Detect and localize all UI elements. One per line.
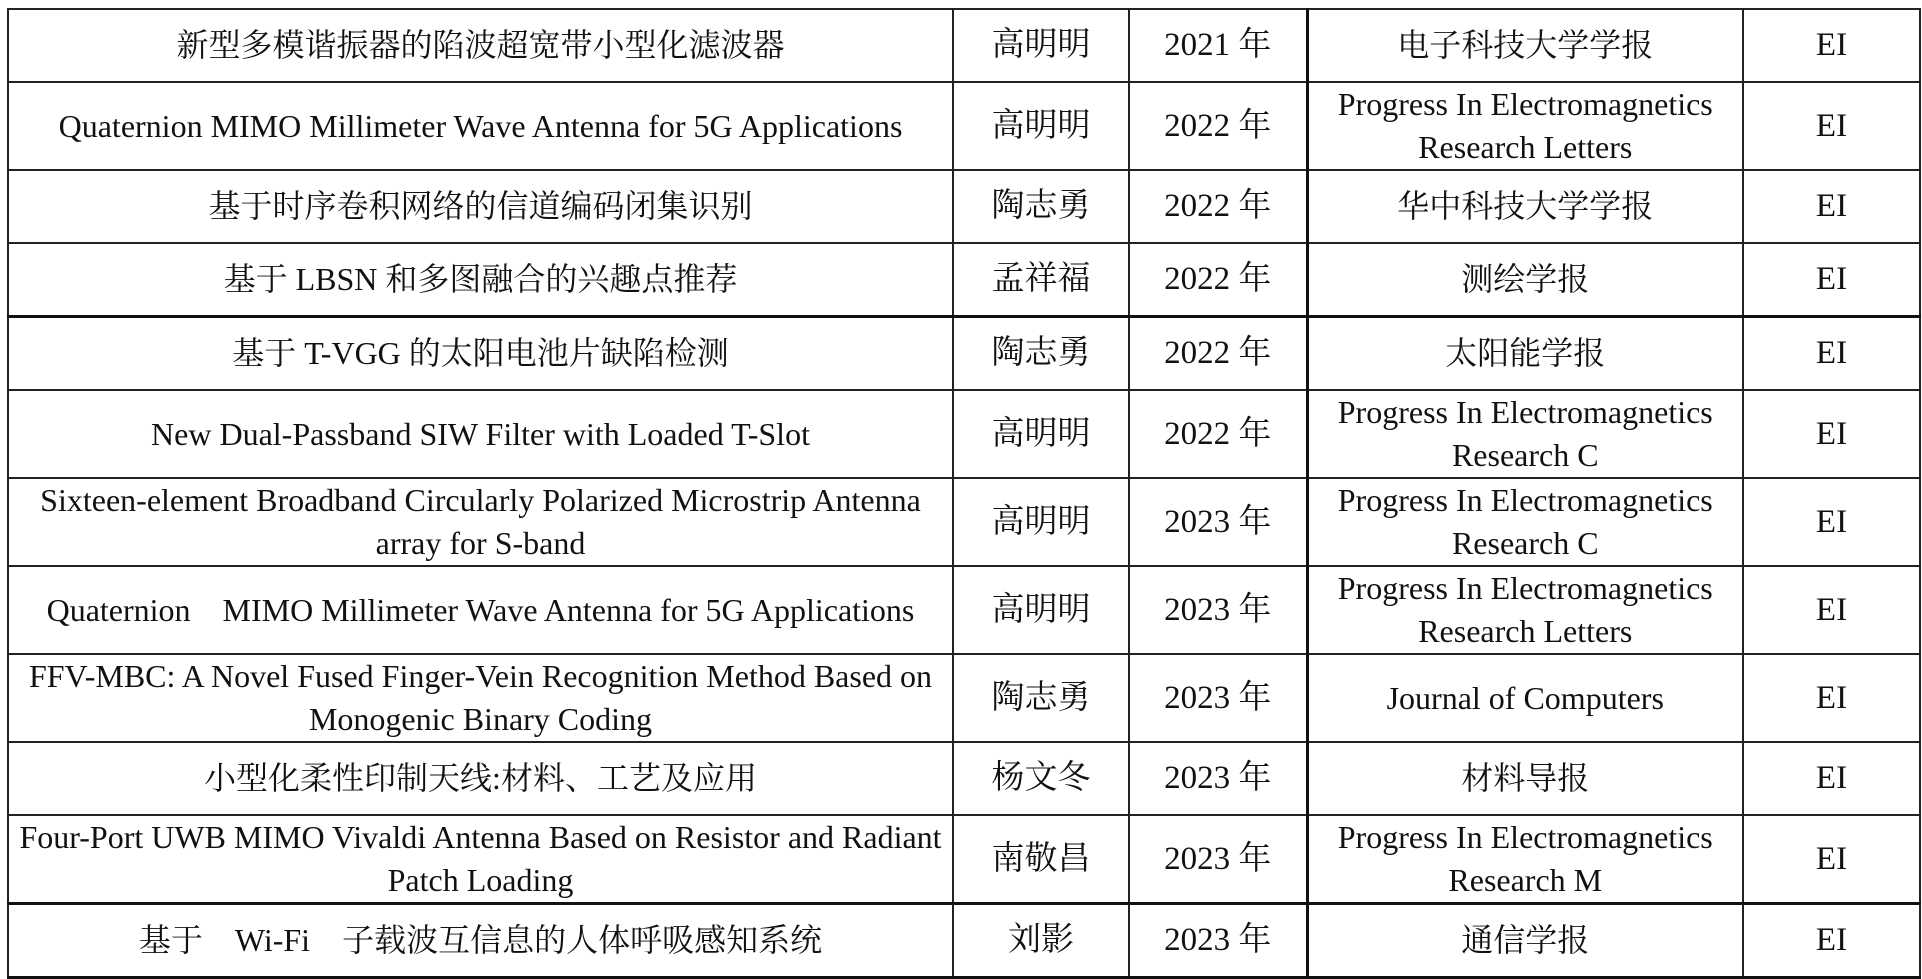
year-cell: 2022 年	[1129, 243, 1307, 317]
author-cell: 杨文冬	[953, 742, 1129, 815]
year-cell: 2023 年	[1129, 654, 1307, 742]
paper-title-cell: Sixteen-element Broadband Circularly Polarized Microstrip Antenna array for S-band	[8, 478, 953, 566]
paper-title-cell: 基于时序卷积网络的信道编码闭集识别	[8, 170, 953, 243]
index-cell: EI	[1743, 9, 1920, 82]
journal-cell: 材料导报	[1307, 742, 1743, 815]
index-cell: EI	[1743, 170, 1920, 243]
index-cell: EI	[1743, 317, 1920, 391]
table-row	[8, 654, 1920, 742]
publication-table	[7, 8, 1921, 979]
table-row	[8, 82, 1920, 170]
paper-title-cell: 新型多模谐振器的陷波超宽带小型化滤波器	[8, 9, 953, 82]
table-row	[8, 170, 1920, 243]
table-row	[8, 243, 1920, 317]
author-cell: 高明明	[953, 566, 1129, 654]
paper-title-cell: 小型化柔性印制天线:材料、工艺及应用	[8, 742, 953, 815]
table-row	[8, 9, 1920, 82]
index-cell: EI	[1743, 566, 1920, 654]
year-cell: 2023 年	[1129, 478, 1307, 566]
author-cell: 刘影	[953, 904, 1129, 978]
journal-cell: Progress In Electromagnetics Research C	[1307, 478, 1743, 566]
paper-title-cell: Quaternion MIMO Millimeter Wave Antenna for 5G Applications	[8, 82, 953, 170]
publication-table-body	[8, 9, 1920, 978]
year-cell: 2023 年	[1129, 566, 1307, 654]
index-cell: EI	[1743, 478, 1920, 566]
journal-cell: Progress In Electromagnetics Research M	[1307, 815, 1743, 904]
paper-title-cell: 基于 Wi-Fi 子载波互信息的人体呼吸感知系统	[8, 904, 953, 978]
author-cell: 陶志勇	[953, 317, 1129, 391]
author-cell: 高明明	[953, 478, 1129, 566]
year-cell: 2022 年	[1129, 82, 1307, 170]
year-cell: 2023 年	[1129, 904, 1307, 978]
index-cell: EI	[1743, 815, 1920, 904]
table-row	[8, 478, 1920, 566]
journal-cell: Progress In Electromagnetics Research Letters	[1307, 82, 1743, 170]
table-row	[8, 317, 1920, 391]
paper-title-cell: Four-Port UWB MIMO Vivaldi Antenna Based on Resistor and Radiant Patch Loading	[8, 815, 953, 904]
author-cell: 陶志勇	[953, 654, 1129, 742]
index-cell: EI	[1743, 82, 1920, 170]
table-row	[8, 904, 1920, 978]
author-cell: 高明明	[953, 9, 1129, 82]
author-cell: 高明明	[953, 82, 1129, 170]
author-cell: 高明明	[953, 390, 1129, 478]
journal-cell: Progress In Electromagnetics Research C	[1307, 390, 1743, 478]
year-cell: 2023 年	[1129, 742, 1307, 815]
index-cell: EI	[1743, 654, 1920, 742]
year-cell: 2022 年	[1129, 170, 1307, 243]
year-cell: 2022 年	[1129, 390, 1307, 478]
year-cell: 2021 年	[1129, 9, 1307, 82]
journal-cell: 测绘学报	[1307, 243, 1743, 317]
journal-cell: Journal of Computers	[1307, 654, 1743, 742]
table-row	[8, 815, 1920, 904]
journal-cell: 通信学报	[1307, 904, 1743, 978]
journal-cell: 华中科技大学学报	[1307, 170, 1743, 243]
journal-cell: Progress In Electromagnetics Research Letters	[1307, 566, 1743, 654]
author-cell: 孟祥福	[953, 243, 1129, 317]
table-row	[8, 566, 1920, 654]
author-cell: 南敬昌	[953, 815, 1129, 904]
paper-title-cell: 基于 LBSN 和多图融合的兴趣点推荐	[8, 243, 953, 317]
index-cell: EI	[1743, 742, 1920, 815]
year-cell: 2023 年	[1129, 815, 1307, 904]
paper-title-cell: 基于 T-VGG 的太阳电池片缺陷检测	[8, 317, 953, 391]
paper-title-cell: New Dual-Passband SIW Filter with Loaded T-Slot	[8, 390, 953, 478]
journal-cell: 太阳能学报	[1307, 317, 1743, 391]
paper-title-cell: Quaternion MIMO Millimeter Wave Antenna for 5G Applications	[8, 566, 953, 654]
index-cell: EI	[1743, 390, 1920, 478]
year-cell: 2022 年	[1129, 317, 1307, 391]
author-cell: 陶志勇	[953, 170, 1129, 243]
table-row	[8, 742, 1920, 815]
journal-cell: 电子科技大学学报	[1307, 9, 1743, 82]
table-row	[8, 390, 1920, 478]
paper-title-cell: FFV-MBC: A Novel Fused Finger-Vein Recognition Method Based on Monogenic Binary Coding	[8, 654, 953, 742]
index-cell: EI	[1743, 904, 1920, 978]
index-cell: EI	[1743, 243, 1920, 317]
